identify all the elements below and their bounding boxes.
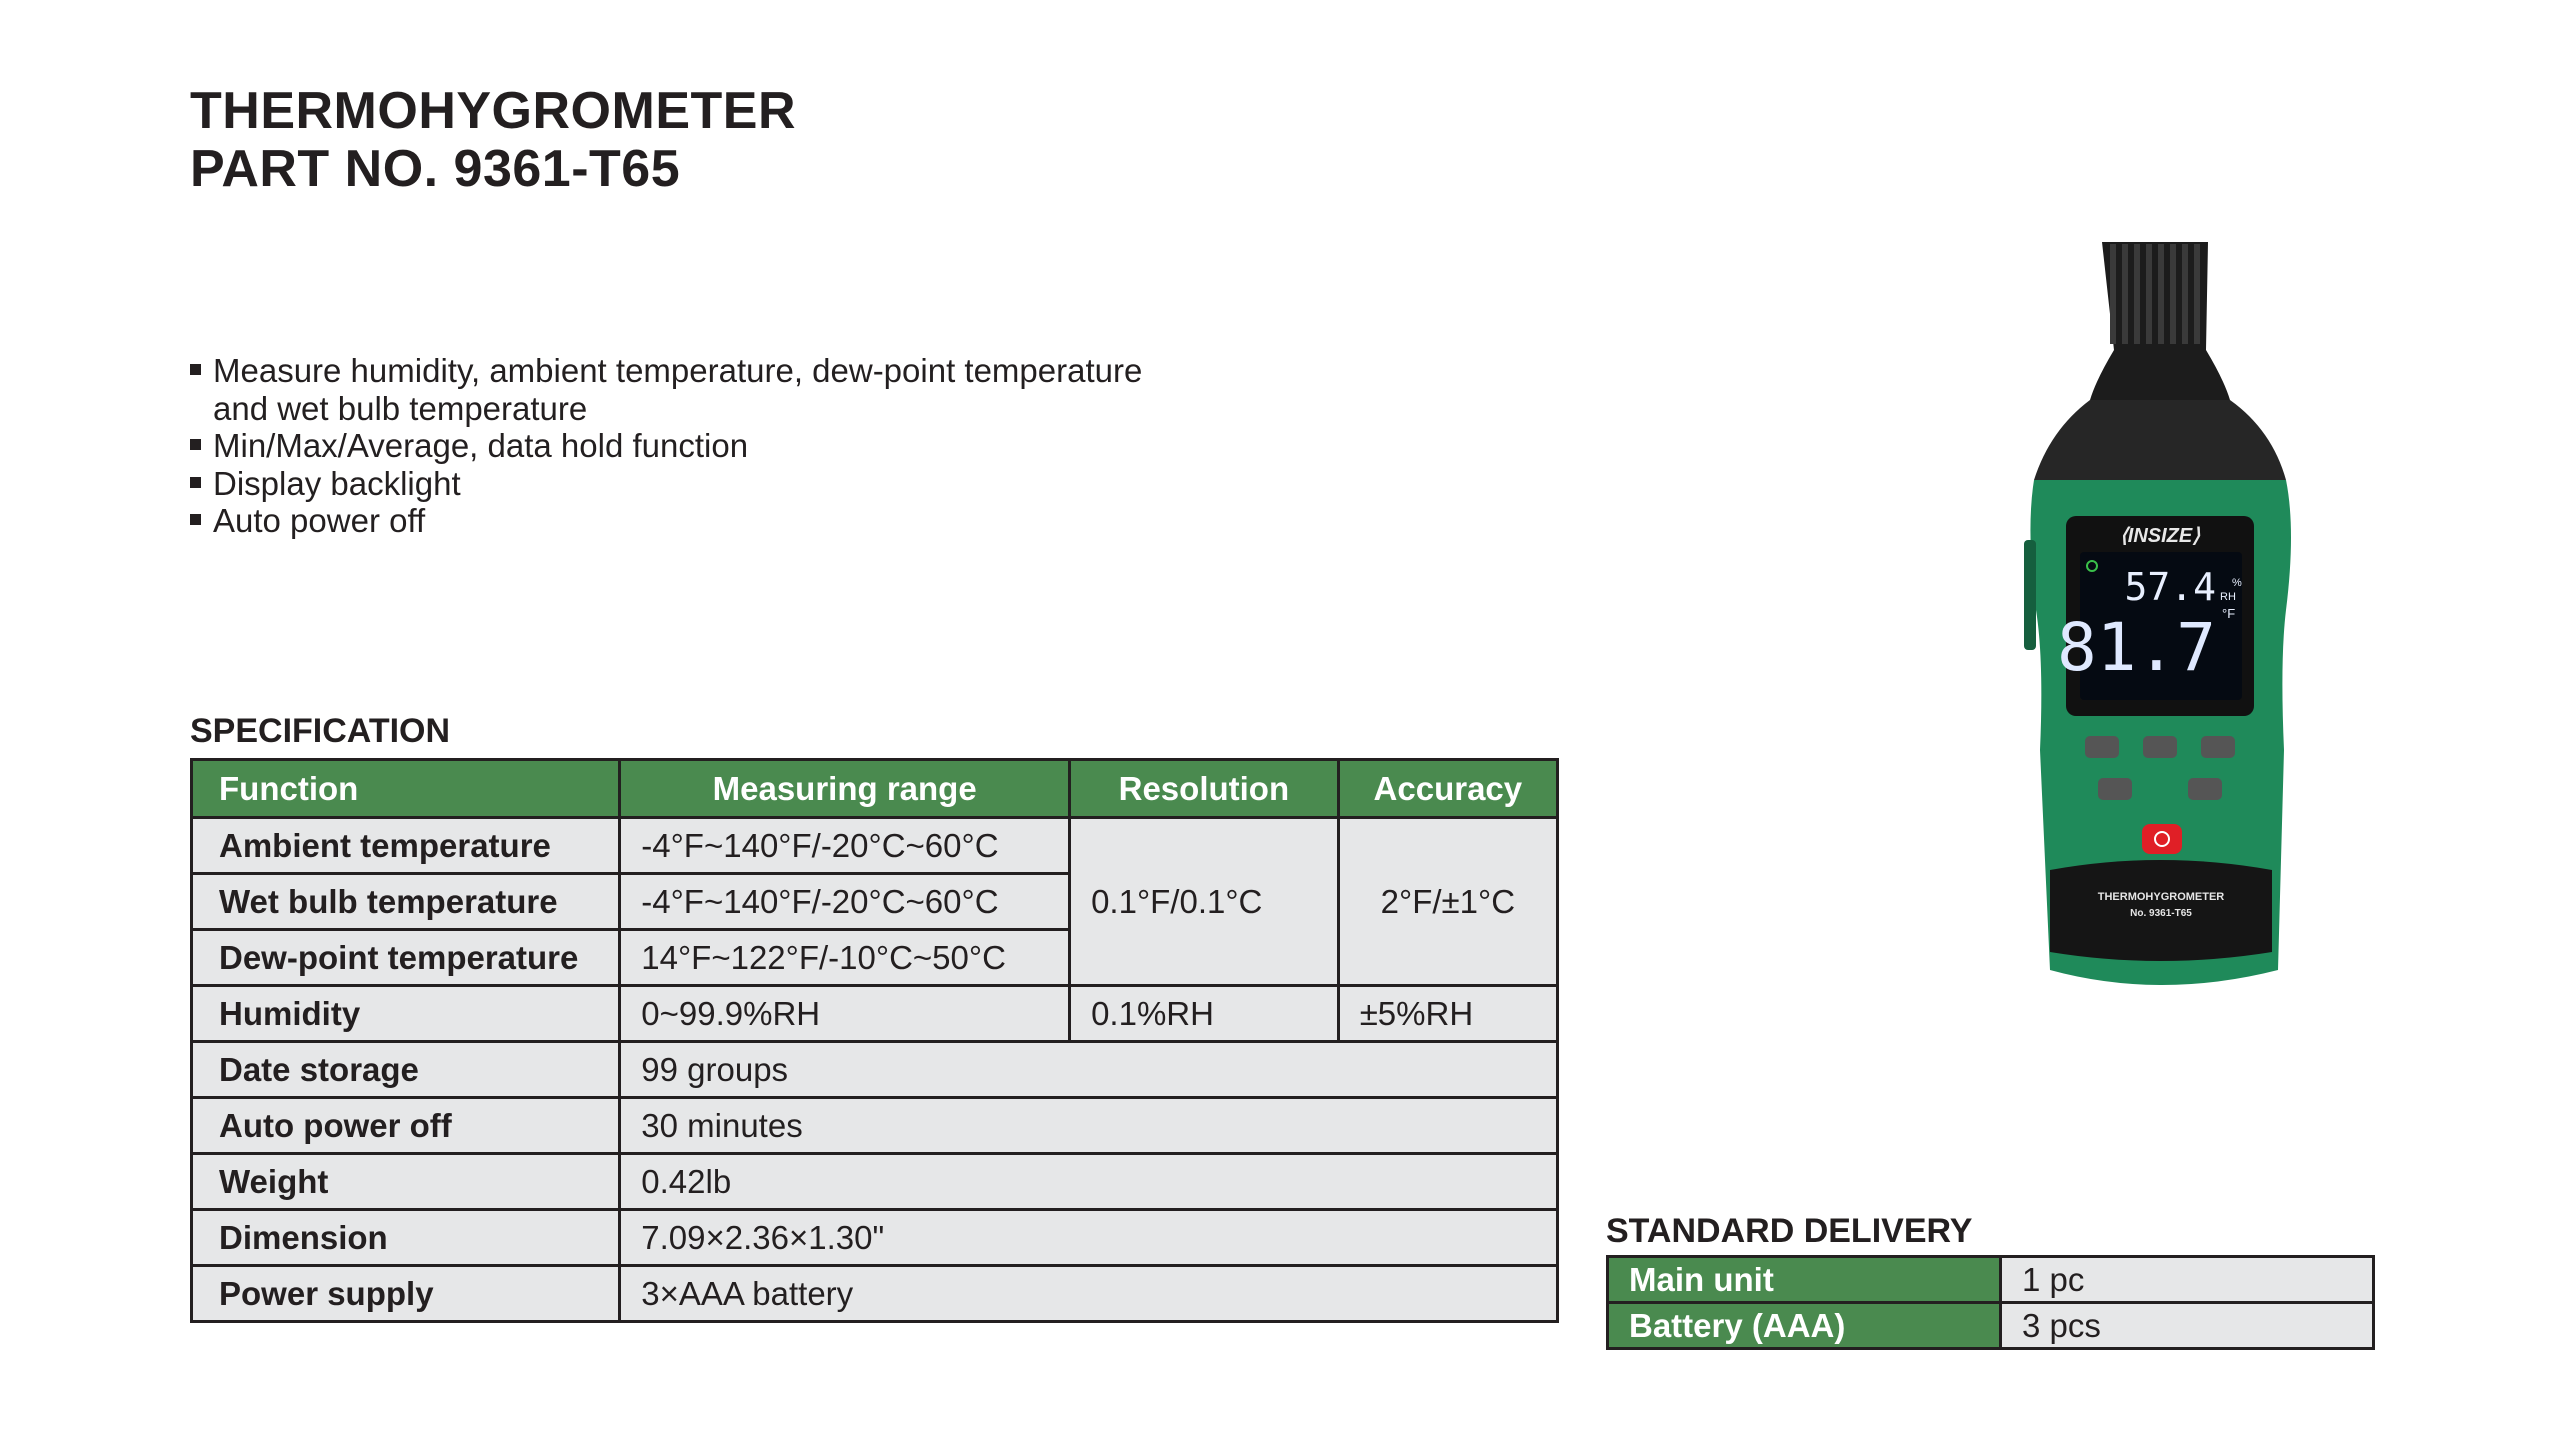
column-header: Function — [192, 760, 620, 818]
delivery-item-label: Battery (AAA) — [1608, 1303, 2001, 1349]
brand-logo: ⟨INSIZE⟩ — [2119, 525, 2201, 547]
delivery-item-qty: 1 pc — [2001, 1257, 2374, 1303]
table-row — [192, 1154, 1558, 1210]
feature-list — [190, 352, 1142, 540]
title-line-1: THERMOHYGROMETER — [190, 82, 796, 140]
delivery-table — [1606, 1255, 2375, 1350]
column-header: Measuring range — [620, 760, 1070, 818]
table-row — [192, 818, 1558, 874]
range-cell: 14°F~122°F/-10°C~50°C — [620, 930, 1070, 986]
function-cell: Auto power off — [192, 1098, 620, 1154]
function-cell: Weight — [192, 1154, 620, 1210]
table-row — [192, 1042, 1558, 1098]
product-image — [2010, 230, 2310, 990]
function-cell: Wet bulb temperature — [192, 874, 620, 930]
bullet-icon — [190, 477, 201, 488]
feature-item-continuation: and wet bulb temperature — [213, 389, 588, 427]
table-row — [192, 986, 1558, 1042]
table-row — [192, 1210, 1558, 1266]
resolution-cell: 0.1%RH — [1070, 986, 1339, 1042]
table-header-row — [192, 760, 1558, 818]
function-cell: Ambient temperature — [192, 818, 620, 874]
range-cell: -4°F~140°F/-20°C~60°C — [620, 818, 1070, 874]
specification-heading: SPECIFICATION — [190, 712, 451, 750]
table-row — [1608, 1257, 2374, 1303]
function-cell: Power supply — [192, 1266, 620, 1322]
feature-item: Measure humidity, ambient temperature, dew-point temperature — [190, 352, 1142, 390]
bullet-icon — [190, 439, 201, 450]
table-row — [192, 1266, 1558, 1322]
range-cell: 0.42lb — [620, 1154, 1558, 1210]
column-header: Accuracy — [1338, 760, 1557, 818]
title-line-2: PART NO. 9361-T65 — [190, 140, 681, 198]
feature-item: Display backlight — [190, 465, 1142, 503]
feature-item: Auto power off — [190, 502, 1142, 540]
table-row — [1608, 1303, 2374, 1349]
svg-text:RH: RH — [2220, 591, 2236, 603]
delivery-heading: STANDARD DELIVERY — [1606, 1212, 1973, 1250]
range-cell: 3×AAA battery — [620, 1266, 1558, 1322]
temperature-reading: 81.7 — [2057, 609, 2216, 686]
sensor-cap — [2034, 242, 2286, 480]
table-row — [192, 1098, 1558, 1154]
delivery-item-label: Main unit — [1608, 1257, 2001, 1303]
range-cell: 30 minutes — [620, 1098, 1558, 1154]
function-cell: Humidity — [192, 986, 620, 1042]
delivery-item-qty: 3 pcs — [2001, 1303, 2374, 1349]
feature-item: Min/Max/Average, data hold function — [190, 427, 1142, 465]
resolution-cell: 0.1°F/0.1°C — [1070, 818, 1339, 986]
device-label-line-1: THERMOHYGROMETER — [2097, 891, 2225, 903]
specification-table — [190, 758, 1559, 1323]
range-cell: 7.09×2.36×1.30" — [620, 1210, 1558, 1266]
humidity-reading: 57.4 — [2124, 565, 2216, 609]
accuracy-cell: ±5%RH — [1338, 986, 1557, 1042]
function-cell: Dew-point temperature — [192, 930, 620, 986]
svg-text:°F: °F — [2222, 606, 2236, 621]
range-cell: -4°F~140°F/-20°C~60°C — [620, 874, 1070, 930]
page-title — [190, 82, 796, 198]
svg-text:%: % — [2232, 577, 2242, 589]
range-cell: 99 groups — [620, 1042, 1558, 1098]
device-label-line-2: No. 9361-T65 — [2130, 908, 2192, 919]
range-cell: 0~99.9%RH — [620, 986, 1070, 1042]
function-cell: Dimension — [192, 1210, 620, 1266]
function-cell: Date storage — [192, 1042, 620, 1098]
bullet-icon — [190, 364, 201, 375]
column-header: Resolution — [1070, 760, 1339, 818]
bullet-icon — [190, 514, 201, 525]
accuracy-cell: 2°F/±1°C — [1338, 818, 1557, 986]
